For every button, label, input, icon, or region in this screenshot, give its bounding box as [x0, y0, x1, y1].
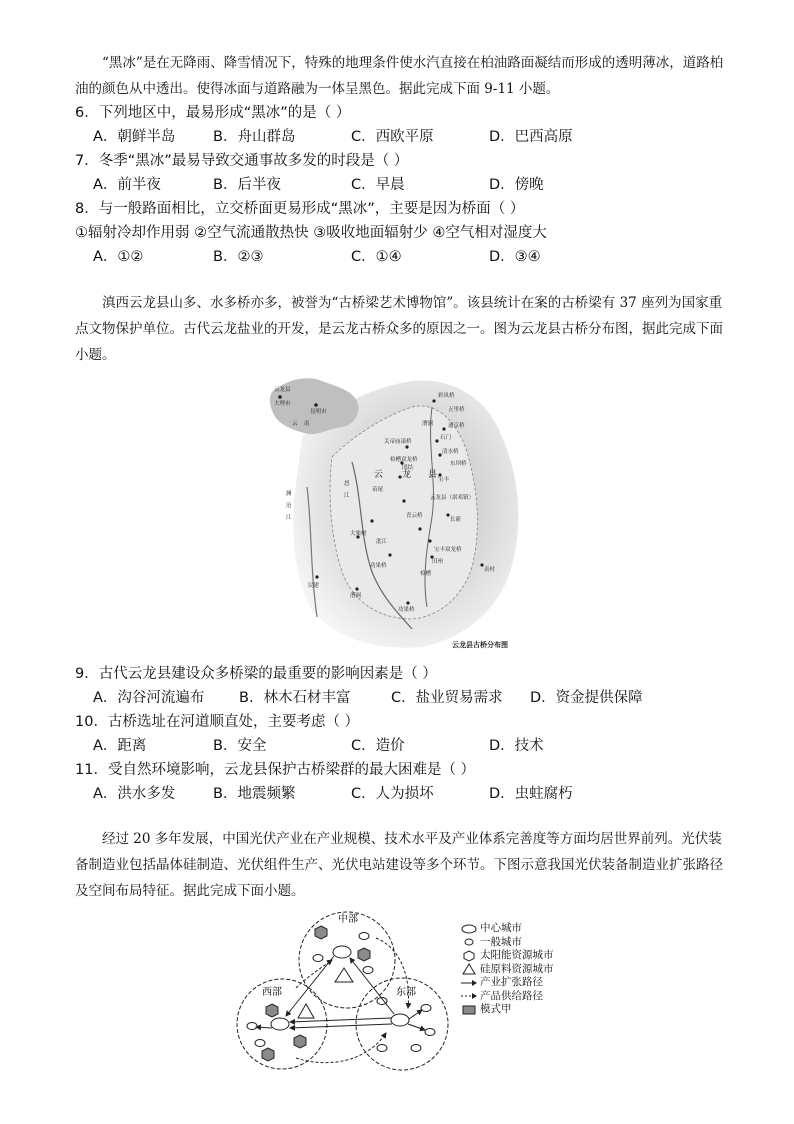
center-city-icon	[458, 924, 480, 934]
option-c[interactable]: C．早晨	[351, 177, 405, 193]
option-c[interactable]: C．盐业贸易需求	[391, 690, 503, 706]
option-a[interactable]: A．距离	[93, 738, 147, 754]
map-label: 长新	[450, 517, 462, 523]
map-label: 大栗树	[350, 531, 367, 537]
question-8-options	[93, 245, 541, 269]
legend-label: 硅原料资源城市	[480, 962, 554, 975]
map-label: 功果桥	[370, 563, 387, 569]
map-label: 云龙县	[274, 387, 291, 393]
map-label: 江	[286, 515, 292, 521]
map-label: 沘江	[376, 539, 388, 545]
map-caption: 云龙县古桥分布图	[452, 641, 508, 649]
map-label: 表村	[484, 567, 496, 573]
map-label: 宝丰	[438, 477, 450, 483]
east-region-label: 东部	[396, 987, 416, 998]
supply-arrow-icon	[458, 992, 480, 1000]
option-a[interactable]: A．洪水多发	[93, 786, 176, 802]
option-d[interactable]: D．③④	[489, 249, 541, 265]
legend-label: 一般城市	[480, 935, 522, 948]
expansion-arrow-icon	[458, 979, 480, 987]
map-label: 澜	[286, 491, 292, 497]
option-d[interactable]: D．技术	[489, 738, 544, 754]
question-10-options	[93, 734, 544, 758]
option-b[interactable]: B．林木石材丰富	[239, 690, 351, 706]
map-label: 沧	[286, 503, 292, 509]
question-7-options	[93, 173, 544, 197]
option-a[interactable]: A．前半夜	[93, 177, 161, 193]
question-10: 10．古桥选址在河道顺直处，主要考虑（ ）	[75, 714, 360, 730]
map-label: 团结	[402, 465, 414, 471]
option-c[interactable]: C．西欧平原	[351, 129, 434, 145]
map-label: 云龙县（诺邓镇）	[430, 495, 475, 501]
option-d[interactable]: D．巴西高原	[489, 129, 573, 145]
map-label: 彩凤桥	[438, 393, 455, 399]
bridge-distribution-map	[262, 367, 534, 651]
map-label: 东坝桥	[450, 461, 467, 467]
question-11: 11．受自然环境影响，云龙县保护古桥梁群的最大困难是（ ）	[75, 762, 476, 778]
west-region-label: 西部	[262, 987, 282, 998]
map-label: 石门	[440, 435, 452, 441]
option-b[interactable]: B．后半夜	[213, 177, 281, 193]
legend-label: 模式甲	[480, 1003, 512, 1016]
map-label: 云	[374, 470, 384, 480]
intro-photovoltaic: 经过 20 多年发展，中国光伏产业在产业规模、技术水平及产业体系完善度等方面均居世界前列。光伏装备制造业包括晶体硅制造、光伏组件生产、光伏电站建设等多个环节。下图示意我国光伏装备制造业扩张路径及空间布局特征。据此完成下面小题。	[75, 831, 723, 899]
option-b[interactable]: B．安全	[213, 738, 267, 754]
legend-label: 产业扩张路径	[480, 976, 543, 989]
map-label: 宝丰双龙桥	[434, 547, 462, 553]
map-label: 关帝庙漾桥	[384, 439, 412, 445]
map-label: 检槽	[420, 571, 432, 577]
map-label: 县	[428, 470, 438, 480]
mode-a-icon	[458, 1005, 480, 1015]
solar-city-icon	[458, 950, 480, 962]
option-d[interactable]: D．傍晚	[489, 177, 544, 193]
question-6-options	[93, 125, 573, 149]
question-9: 9．古代云龙县建设众多桥梁的最重要的影响因素是（ ）	[75, 666, 437, 682]
option-c[interactable]: C．人为损坏	[351, 786, 434, 802]
intro-black-ice: “黑冰”是在无降雨、降雪情况下，特殊的地理条件使水汽直接在柏油路面凝结而形成的透明薄冰，道路柏油的颜色从中透出。使得冰面与道路融为一体呈黑色。据此完成下面 9-11 小题。	[75, 55, 724, 97]
option-c[interactable]: C．①④	[351, 249, 402, 265]
question-8: 8．与一般路面相比，立交桥面更易形成“黑冰”，主要是因为桥面（ ）	[75, 201, 525, 217]
map-label: 检槽双龙桥	[390, 457, 418, 463]
option-a[interactable]: A．①②	[93, 249, 144, 265]
option-a[interactable]: A．朝鲜半岛	[93, 129, 176, 145]
map-label: 大理市	[274, 401, 291, 407]
diagram-legend	[458, 922, 554, 1017]
map-label: 苗尾	[372, 487, 384, 493]
silicon-city-icon	[458, 963, 480, 975]
option-d[interactable]: D．虫蛀腐朽	[489, 786, 573, 802]
map-label: 漕涧	[422, 421, 434, 427]
map-label: 五里桥	[448, 407, 465, 413]
map-label: 旧州	[432, 559, 444, 565]
question-7: 7．冬季“黑冰”最易导致交通事故多发的时段是（ ）	[75, 153, 409, 169]
map-label: 龙	[402, 470, 412, 480]
question-6: 6．下列地区中，最易形成“黑冰”的是（ ）	[75, 105, 351, 121]
map-label: 青云桥	[406, 513, 423, 519]
option-b[interactable]: B．地震频繁	[213, 786, 296, 802]
option-b[interactable]: B．②③	[213, 249, 264, 265]
legend-label: 太阳能资源城市	[480, 949, 554, 962]
map-label: 通京桥	[448, 423, 465, 429]
question-8-statements: ①辐射冷却作用弱 ②空气流通散热快 ③吸收地面辐射少 ④空气相对湿度大	[75, 225, 547, 241]
legend-label: 中心城市	[480, 922, 522, 935]
question-9-options	[93, 686, 643, 710]
legend-label: 产品供给路径	[480, 989, 543, 1002]
map-label: 昆明市	[310, 409, 327, 415]
map-label: 江	[344, 493, 350, 499]
map-label: 漕涧	[350, 593, 362, 599]
map-label: 民建	[308, 583, 320, 589]
question-11-options	[93, 782, 573, 806]
general-city-icon	[458, 937, 480, 947]
option-c[interactable]: C．造价	[351, 738, 405, 754]
option-d[interactable]: D．资金提供保障	[530, 690, 643, 706]
map-label: 南	[304, 421, 310, 427]
option-b[interactable]: B．舟山群岛	[213, 129, 296, 145]
central-region-label: 中部	[338, 914, 358, 925]
map-label: 功果桥	[398, 607, 415, 613]
intro-yunlong-bridges: 滇西云龙县山多、水多桥亦多，被誉为“古桥梁艺术博物馆”。该县统计在案的古桥梁有 37 座列为国家重点文物保护单位。古代云龙盐业的开发，是云龙古桥众多的原因之一。图为云龙县古桥分布图，据此完成下面小题。	[75, 295, 723, 363]
map-label: 清水桥	[442, 449, 459, 455]
option-a[interactable]: A．沟谷河流遍布	[93, 690, 205, 706]
map-label: 云	[292, 421, 298, 427]
map-label: 怒	[344, 481, 350, 487]
